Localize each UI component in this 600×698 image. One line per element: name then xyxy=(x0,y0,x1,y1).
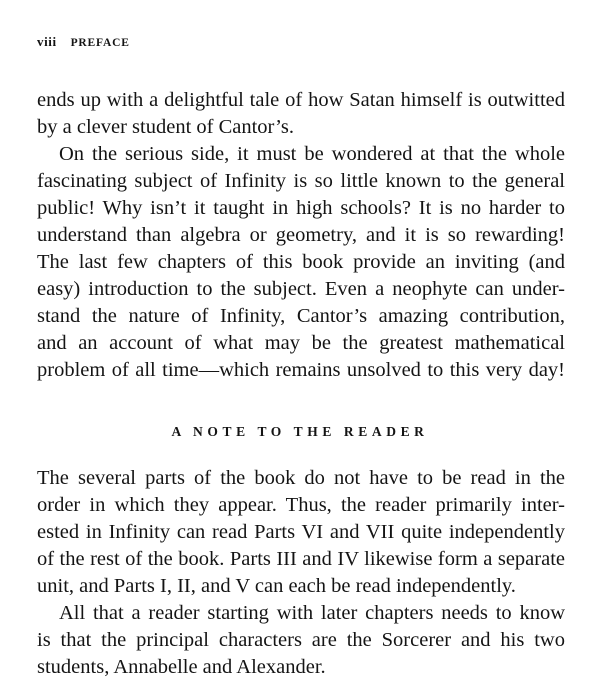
paragraph-line: On the serious side, it must be wondered at that the whole xyxy=(59,143,565,165)
paragraph-line: ested in Infinity can read Parts VI and VII quite independently xyxy=(37,521,565,543)
paragraph-line: unit, and Parts I, II, and V can each be read independently. xyxy=(37,575,516,597)
paragraph-line: by a clever student of Cantor’s. xyxy=(37,116,294,138)
paragraph-line: public! Why isn’t it taught in high schools? It is no harder to xyxy=(37,197,565,219)
paragraph-line: easy) introduction to the subject. Even a neophyte can under- xyxy=(37,278,565,300)
running-head xyxy=(37,34,130,50)
paragraph-line: The several parts of the book do not have to be read in the xyxy=(37,467,565,489)
paragraph-line: order in which they appear. Thus, the reader primarily inter- xyxy=(37,494,565,516)
paragraph-line: problem of all time—which remains unsolved to this very day! xyxy=(37,359,565,381)
section-heading: A NOTE TO THE READER xyxy=(171,424,429,439)
paragraph-line: The last few chapters of this book provide an inviting (and xyxy=(37,251,565,273)
paragraph-line: and an account of what may be the greatest mathematical xyxy=(37,332,565,354)
paragraph-line: of the rest of the book. Parts III and IV likewise form a separate xyxy=(37,548,565,570)
paragraph-line: understand than algebra or geometry, and it is so rewarding! xyxy=(37,224,565,246)
paragraph-line: is that the principal characters are the Sorcerer and his two xyxy=(37,629,565,651)
paragraph-line: fascinating subject of Infinity is so little known to the general xyxy=(37,170,565,192)
paragraph-line: ends up with a delightful tale of how Satan himself is outwitted xyxy=(37,89,565,111)
running-head-title: PREFACE xyxy=(70,37,130,49)
paragraph-line: students, Annabelle and Alexander. xyxy=(37,656,326,678)
paragraph-line: All that a reader starting with later chapters needs to know xyxy=(59,602,565,624)
page-number: viii xyxy=(37,34,57,49)
paragraph-line: stand the nature of Infinity, Cantor’s amazing contribution, xyxy=(37,305,565,327)
